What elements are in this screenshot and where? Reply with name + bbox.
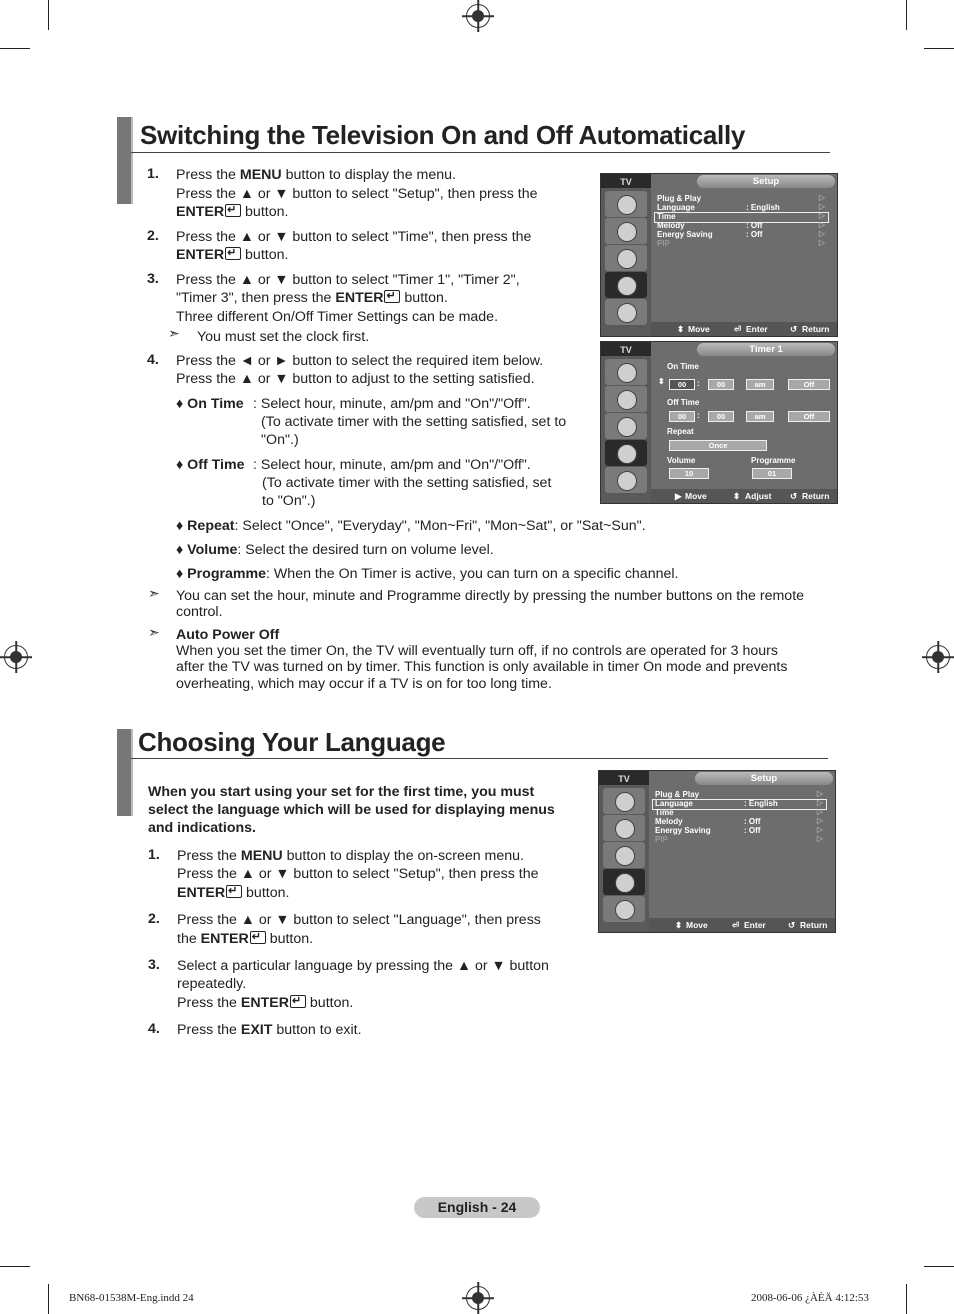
osd-menu-item: Melody: [655, 817, 683, 826]
arrow-right-icon: ▷: [818, 193, 825, 202]
enter-icon: [226, 885, 242, 898]
step-text: ENTER↵ button.: [176, 203, 288, 221]
osd-menu-value: : Off: [746, 221, 763, 230]
step-number: 3.: [148, 957, 160, 973]
arrow-right-icon: ▷: [816, 834, 823, 843]
osd-menu-item: Plug & Play: [655, 790, 700, 799]
footer-adjust-label: Adjust: [745, 491, 772, 501]
crop-mark: [0, 1266, 30, 1267]
osd-header: Setup: [697, 175, 835, 188]
crop-mark: [48, 1284, 49, 1314]
osd-menu-item: Plug & Play: [657, 194, 702, 203]
osd-menu-item: Language: [657, 203, 695, 212]
step-text: Press the EXIT button to exit.: [177, 1022, 362, 1038]
setup-icon: [605, 272, 647, 298]
registration-mark-icon: [466, 4, 490, 28]
osd-footer: [651, 489, 837, 503]
option-text: ♦ Programme: When the On Timer is active, you can turn on a specific channel.: [176, 566, 679, 582]
step-text: Press the ▲ or ▼ button to select "Setup", then press the: [177, 866, 539, 882]
repeat-label: Repeat: [667, 427, 694, 436]
option-text: (To activate timer with the setting satisfied, set to: [261, 414, 567, 430]
off-time-label: Off Time: [667, 398, 700, 407]
step-text: ENTER↵ button.: [177, 884, 289, 902]
step-number: 4.: [148, 1021, 160, 1037]
osd-sidebar: [599, 785, 649, 932]
move-icon: ⬍: [733, 491, 741, 501]
step-text: Press the ▲ or ▼ button to select "Language", then press: [177, 912, 541, 928]
return-icon: ↺: [790, 491, 798, 501]
arrow-right-icon: ▷: [818, 229, 825, 238]
osd-sidebar: [601, 188, 651, 336]
osd-setup-time: [600, 173, 838, 337]
osd-setup-language: [598, 770, 836, 933]
picture-icon: [605, 359, 647, 385]
footer-move-label: Move: [688, 324, 710, 334]
step-text: Press the ▲ or ▼ button to select "Time", then press the: [176, 229, 532, 245]
intro-text: and indications.: [148, 820, 256, 836]
arrow-right-icon: ▷: [816, 816, 823, 825]
off-minute-box: 00: [708, 411, 734, 422]
up-down-icon: ⬍: [658, 377, 665, 386]
step-text: "Timer 3", then press the ENTER↵ button.: [176, 289, 448, 307]
osd-menu-item: PIP: [655, 835, 668, 844]
arrow-right-icon: ▷: [818, 220, 825, 229]
footer-enter-label: Enter: [744, 920, 766, 930]
file-name: BN68-01538M-Eng.indd 24: [69, 1292, 194, 1304]
enter-icon: ⏎: [732, 920, 740, 930]
repeat-box: Once: [669, 440, 767, 451]
channel-icon: [603, 842, 645, 868]
enter-icon: [250, 931, 266, 944]
step-text: ENTER↵ button.: [176, 246, 288, 264]
footer-return-label: Return: [802, 491, 830, 501]
note-text: When you set the timer On, the TV will eventually turn off, if no controls are operated for 3 hours: [176, 643, 778, 659]
arrow-right-icon: ▷: [816, 798, 823, 807]
option-text: : Select hour, minute, am/pm and "On"/"Off".: [253, 457, 531, 473]
crop-mark: [48, 0, 49, 30]
move-icon: ⬍: [675, 920, 683, 930]
setup-icon: [603, 869, 645, 895]
registration-mark-icon: [926, 645, 950, 669]
step-number: 2.: [148, 911, 160, 927]
off-state-box: Off: [788, 411, 830, 422]
note-text: overheating, which may occur if a TV is on for too long time.: [176, 676, 552, 692]
enter-icon: [225, 204, 241, 217]
crop-mark: [924, 48, 954, 49]
channel-icon: [605, 245, 647, 271]
on-state-box: Off: [788, 379, 830, 390]
step-text: Select a particular language by pressing the ▲ or ▼ button: [177, 958, 549, 974]
osd-timer: [600, 341, 838, 504]
osd-menu-item: PIP: [657, 239, 670, 248]
step-number: 1.: [148, 847, 160, 863]
option-text: (To activate timer with the setting satisfied, set: [262, 475, 552, 491]
osd-tv-label: TV: [599, 771, 649, 785]
note-text: You can set the hour, minute and Programme directly by pressing the number buttons on the remote: [176, 588, 805, 604]
osd-header: Timer 1: [697, 343, 835, 356]
move-icon: ⬍: [677, 324, 685, 334]
arrow-right-icon: ▷: [816, 789, 823, 798]
colon: :: [697, 411, 700, 420]
note-heading: Auto Power Off: [176, 627, 280, 643]
arrow-right-icon: ▷: [818, 238, 825, 247]
arrow-right-icon: ▷: [816, 825, 823, 834]
enter-icon: [225, 247, 241, 260]
osd-menu-item: Energy Saving: [655, 826, 711, 835]
osd-menu-item: Time: [655, 808, 674, 817]
step-number: 4.: [147, 352, 159, 368]
note-arrow-icon: ➣: [168, 325, 180, 341]
title-accent-bar: [117, 729, 133, 816]
step-text: Press the ▲ or ▼ button to adjust to the setting satisfied.: [176, 371, 535, 387]
play-right-icon: ▶: [675, 491, 682, 501]
note-text: after the TV was turned on by timer. This function is only available in timer On mode and prevents: [176, 659, 788, 675]
input-icon: [603, 896, 645, 922]
osd-menu-item: Melody: [657, 221, 685, 230]
crop-mark: [906, 0, 907, 30]
title-rule: [131, 758, 828, 759]
osd-menu-value: : English: [744, 799, 778, 808]
footer-return-label: Return: [800, 920, 828, 930]
volume-box: 10: [669, 468, 709, 479]
section-title: Switching the Television On and Off Automatically: [140, 120, 746, 150]
arrow-right-icon: ▷: [818, 202, 825, 211]
step-number: 2.: [147, 228, 159, 244]
step-text: Press the ▲ or ▼ button to select "Timer 1", "Timer 2",: [176, 272, 520, 288]
step-text: Press the ◄ or ► button to select the required item below.: [176, 353, 544, 369]
return-icon: ↺: [788, 920, 796, 930]
step-text: Press the MENU button to display the menu.: [176, 167, 456, 183]
osd-sidebar: [601, 356, 651, 503]
option-label: ♦ On Time: [176, 396, 244, 412]
osd-menu-value: : Off: [746, 230, 763, 239]
volume-label: Volume: [667, 456, 696, 465]
osd-menu-item: Time: [657, 212, 676, 221]
osd-menu-item: Language: [655, 799, 693, 808]
on-hour-box: 00: [669, 379, 695, 390]
crop-mark: [0, 48, 30, 49]
option-text: : Select hour, minute, am/pm and "On"/"Off".: [253, 396, 531, 412]
note-arrow-icon: ➣: [148, 624, 160, 640]
step-number: 3.: [147, 271, 159, 287]
page-number-badge: English - 24: [414, 1197, 540, 1218]
registration-mark-icon: [4, 645, 28, 669]
section-title: Choosing Your Language: [138, 727, 446, 757]
input-icon: [605, 467, 647, 493]
picture-icon: [605, 191, 647, 217]
osd-header: Setup: [695, 772, 833, 785]
osd-footer: [651, 322, 837, 336]
print-date: 2008-06-06 ¿ÀÈÄ 4:12:53: [751, 1292, 869, 1304]
setup-icon: [605, 440, 647, 466]
step-text: Press the ▲ or ▼ button to select "Setup", then press the: [176, 186, 538, 202]
colon: :: [697, 379, 700, 388]
on-ampm-box: am: [746, 379, 774, 390]
step-number: 1.: [147, 166, 159, 182]
off-ampm-box: am: [746, 411, 774, 422]
option-label: ♦ Off Time: [176, 457, 245, 473]
osd-tv-label: TV: [601, 342, 651, 356]
picture-icon: [603, 788, 645, 814]
crop-mark: [906, 1284, 907, 1314]
step-text: Press the ENTER↵ button.: [177, 994, 353, 1012]
osd-menu-value: : Off: [744, 826, 761, 835]
crop-mark: [924, 1266, 954, 1267]
title-rule: [131, 152, 830, 153]
programme-label: Programme: [751, 456, 796, 465]
option-text: "On".): [261, 432, 299, 448]
arrow-right-icon: ▷: [818, 211, 825, 220]
off-hour-box: 00: [669, 411, 695, 422]
intro-text: select the language which will be used for displaying menus: [148, 802, 555, 818]
osd-footer: [649, 918, 835, 932]
step-text: Three different On/Off Timer Settings can be made.: [176, 309, 499, 325]
note-text: You must set the clock first.: [197, 329, 370, 345]
footer-move-label: Move: [686, 920, 708, 930]
osd-menu-item: Energy Saving: [657, 230, 713, 239]
programme-box: 01: [752, 468, 792, 479]
osd-tv-label: TV: [601, 174, 651, 188]
sound-icon: [605, 386, 647, 412]
option-text: to "On".): [262, 493, 316, 509]
sound-icon: [603, 815, 645, 841]
step-text: Press the MENU button to display the on-screen menu.: [177, 848, 524, 864]
osd-menu-value: : English: [746, 203, 780, 212]
step-text: repeatedly.: [177, 976, 247, 992]
input-icon: [605, 299, 647, 325]
option-text: ♦ Repeat: Select "Once", "Everyday", "Mon~Fri", "Mon~Sat", or "Sat~Sun".: [176, 518, 646, 534]
note-text: control.: [176, 604, 223, 620]
arrow-right-icon: ▷: [816, 807, 823, 816]
option-text: ♦ Volume: Select the desired turn on volume level.: [176, 542, 494, 558]
on-minute-box: 00: [708, 379, 734, 390]
enter-icon: [384, 290, 400, 303]
footer-move-label: Move: [685, 491, 707, 501]
intro-text: When you start using your set for the first time, you must: [148, 784, 535, 800]
enter-icon: ⏎: [734, 324, 742, 334]
on-time-label: On Time: [667, 362, 699, 371]
osd-menu-value: : Off: [744, 817, 761, 826]
step-text: the ENTER↵ button.: [177, 930, 313, 948]
footer-enter-label: Enter: [746, 324, 768, 334]
enter-icon: [290, 995, 306, 1008]
registration-mark-icon: [466, 1286, 490, 1310]
footer-return-label: Return: [802, 324, 830, 334]
title-accent-bar: [117, 117, 133, 204]
return-icon: ↺: [790, 324, 798, 334]
sound-icon: [605, 218, 647, 244]
note-arrow-icon: ➣: [148, 585, 160, 601]
channel-icon: [605, 413, 647, 439]
